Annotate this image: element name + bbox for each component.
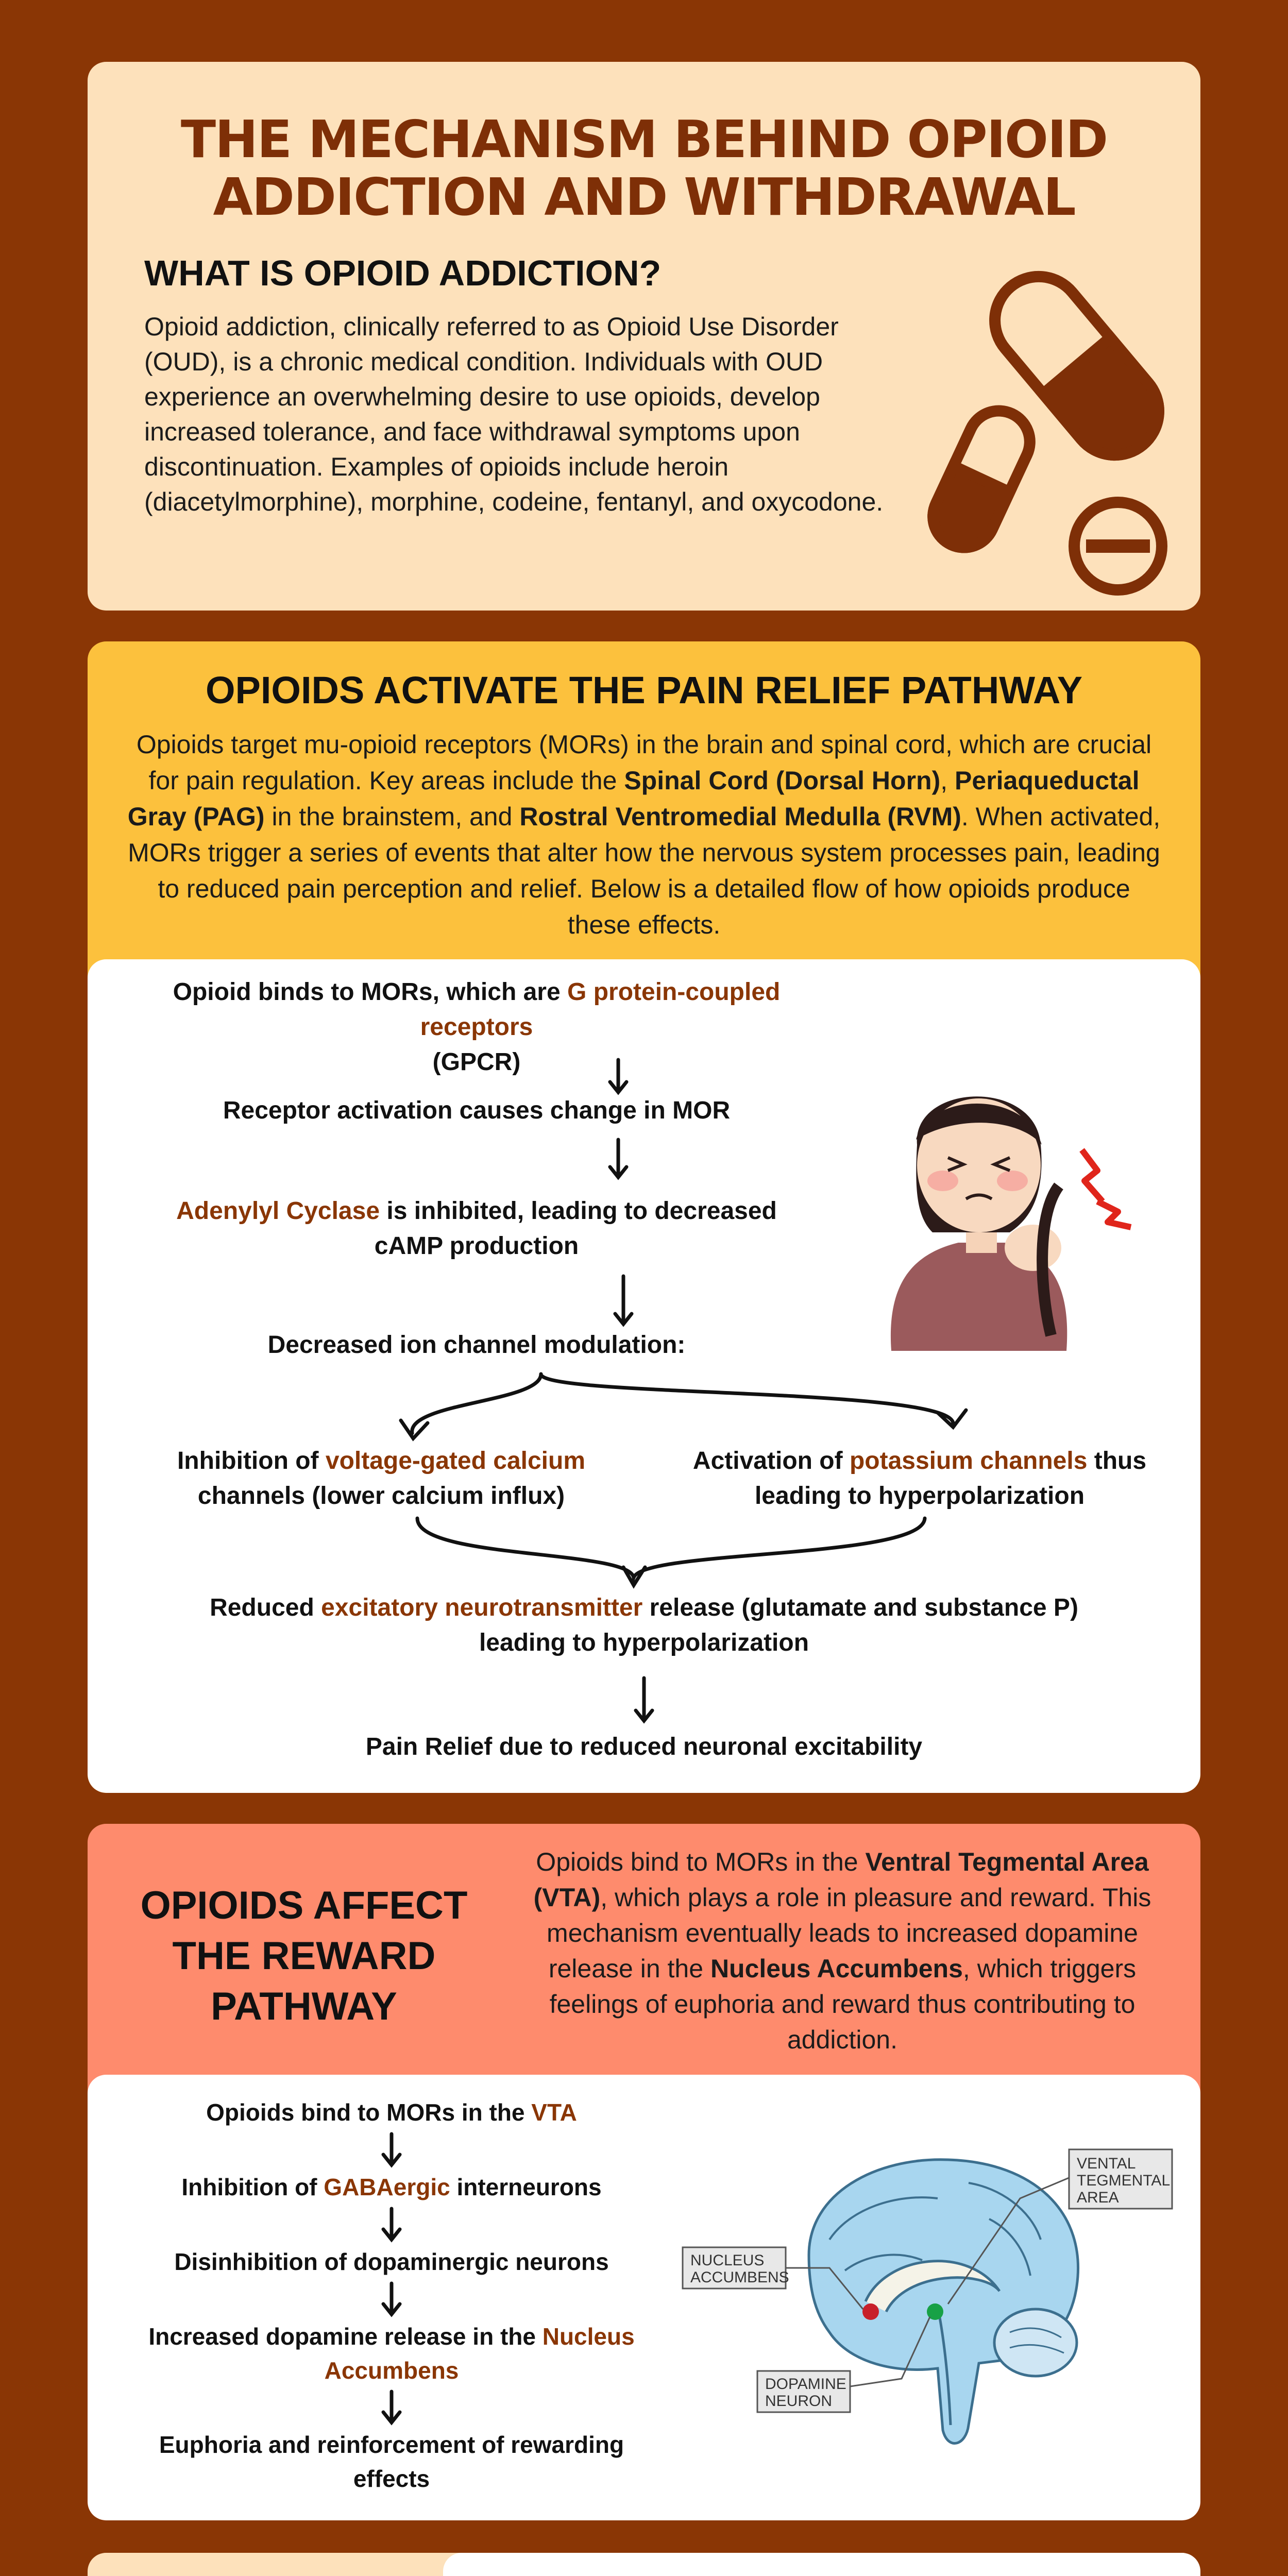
reward-step-2: Inhibition of GABAergic interneurons: [181, 2174, 602, 2200]
section-subtitle: WHAT IS OPIOID ADDICTION?: [144, 253, 662, 293]
person-in-pain-illustration: [855, 1047, 1144, 1356]
pain-flow-panel: [88, 959, 1200, 1793]
withdrawal-section: [88, 2553, 1200, 2576]
reward-step-1: Opioids bind to MORs in the VTA: [206, 2099, 577, 2126]
arrow-down-icon: [603, 1137, 634, 1183]
pain-step-1: Opioid binds to MORs, which are G protein-coupled receptors (GPCR): [173, 978, 781, 1076]
label-dop-1: DOPAMINE: [765, 2376, 846, 2393]
arrow-down-icon: [376, 2389, 407, 2430]
brain-diagram: [680, 2137, 1190, 2471]
reward-step-4: Increased dopamine release in the Nucleus Accumbens: [148, 2323, 635, 2384]
pain-step-4: Decreased ion channel modulation:: [267, 1331, 686, 1359]
label-vta-2: TEGMENTAL: [1077, 2172, 1171, 2189]
intro-section: [88, 62, 1200, 611]
reward-step-3: Disinhibition of dopaminergic neurons: [174, 2248, 609, 2275]
label-nac-2: ACCUMBENS: [690, 2269, 789, 2286]
pain-step-2: Receptor activation causes change in MOR: [223, 1097, 731, 1124]
pain-section-title: OPIOIDS ACTIVATE THE PAIN RELIEF PATHWAY: [205, 669, 1083, 711]
arrow-down-icon: [376, 2281, 407, 2322]
reward-step-5: Euphoria and reinforcement of rewarding effects: [159, 2431, 624, 2492]
arrow-down-icon: [603, 1057, 634, 1098]
arrow-down-icon: [376, 2206, 407, 2247]
pain-intro: Opioids target mu-opioid receptors (MORs) in the brain and spinal cord, which are crucial for pain regulation. Key areas include the Spinal Cord (Dorsal Horn), Periaqueductal Gray (PAG) in the brainstem, and Rostral Ventromedial Medulla (RVM). When activated, MORs trigger a series of events that alter how the nervous system processes pain, leading to reduced pain perception and relief. Below is a detailed flow of how opioids produce these effects.: [127, 730, 1161, 939]
intro-paragraph: Opioid addiction, clinically referred to as Opioid Use Disorder (OUD), is a chronic medical condition. Individuals with OUD experience an overwhelming desire to use opioids, develop increased tolerance, and face withdrawal symptoms upon discontinuation. Examples of opioids include heroin (diacetylmorphine), morphine, codeine, fentanyl, and oxycodone.: [144, 312, 884, 516]
reward-section-title: OPIOIDS AFFECT THE REWARD PATHWAY: [140, 1884, 468, 2028]
label-nac-1: NUCLEUS: [690, 2252, 765, 2269]
reward-flow-panel: [88, 2075, 1200, 2520]
pain-step-3: Adenylyl Cyclase is inhibited, leading to decreased cAMP production: [176, 1197, 777, 1260]
pain-step-5-left: Inhibition of voltage-gated calcium channels (lower calcium influx): [177, 1447, 586, 1510]
reward-pathway-section: [88, 1824, 1200, 2520]
arrow-down-icon: [376, 2131, 407, 2173]
pills-icon: [922, 258, 1190, 608]
reward-intro: Opioids bind to MORs in the Ventral Tegmental Area (VTA), which plays a role in pleasure and reward. This mechanism eventually leads to increased dopamine release in the Nucleus Accumbens, which triggers feelings of euphoria and reward thus contributing to addiction.: [533, 1848, 1151, 2054]
page-title: THE MECHANISM BEHIND OPIOID ADDICTION AND WITHDRAWAL: [180, 109, 1108, 227]
pain-step-5-right: Activation of potassium channels thus leading to hyperpolarization: [692, 1447, 1147, 1510]
label-vta-1: VENTAL: [1077, 2155, 1136, 2172]
arrow-down-icon: [608, 1274, 639, 1330]
pain-pathway-section: [88, 641, 1200, 1793]
pain-step-6: Reduced excitatory neurotransmitter release (glutamate and substance P) leading to hyperpolarization: [210, 1594, 1078, 1656]
arrow-down-icon: [629, 1675, 659, 1727]
withdrawal-panel: [443, 2553, 1200, 2576]
label-vta-3: AREA: [1077, 2189, 1119, 2206]
merge-arrows-icon: [88, 1513, 1200, 1596]
label-dop-2: NEURON: [765, 2393, 833, 2410]
pain-step-7: Pain Relief due to reduced neuronal excitability: [365, 1733, 923, 1760]
